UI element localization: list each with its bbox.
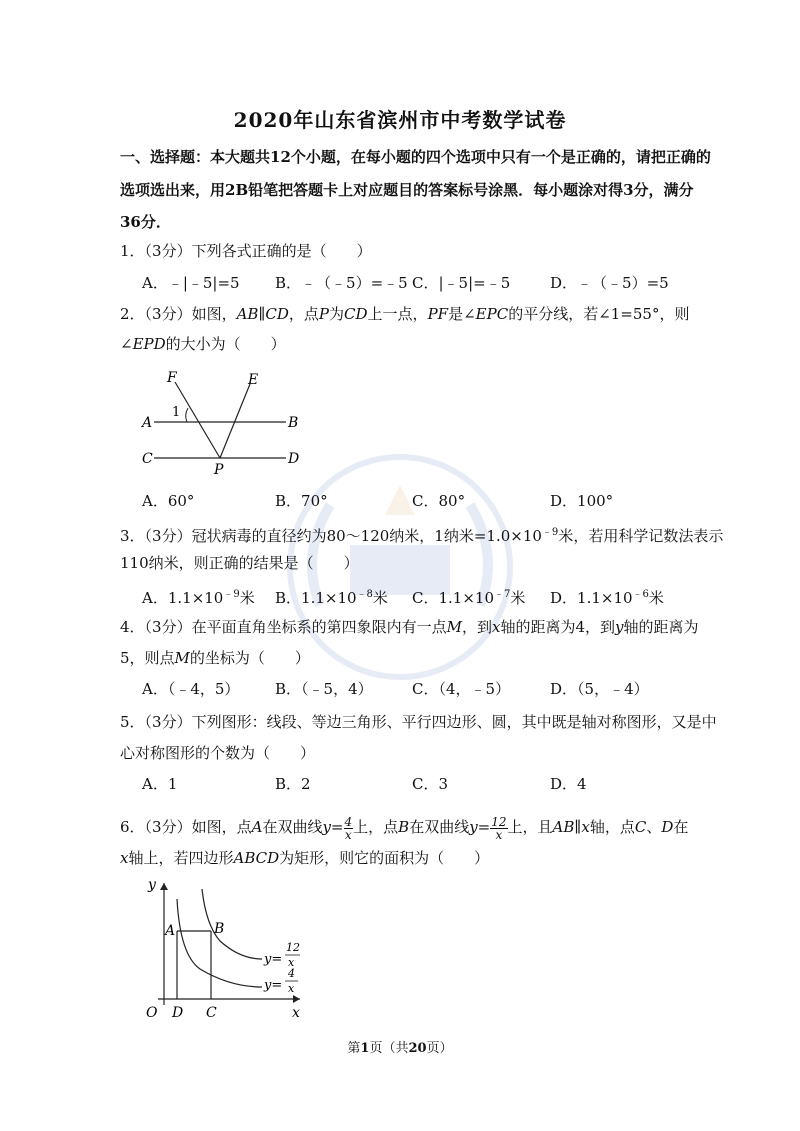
q2-option-c: C．80° [412,492,466,510]
ray-pf [175,382,220,458]
angle-1-arc [186,408,188,422]
q4-option-a: A．（﹣4，5） [142,680,240,698]
exam-title: 2020年山东省滨州市中考数学试卷 [233,108,567,132]
label-curve-12-num: 12 [286,941,300,954]
fraction-4-over-x: $\frac{4}{x}$ [344,814,353,842]
q4-option-c: C．（4，﹣5） [412,680,511,698]
curve-y-4-over-x [177,899,262,987]
q5-option-b: B．2 [275,775,311,793]
q1-option-d: D．﹣（﹣5）=5 [550,274,669,292]
label-y-axis: y [148,877,156,893]
q2-option-d: D．100° [550,492,614,510]
q2-option-b: B．70° [275,492,328,510]
q6-stem-line-2: x轴上，若四边形ABCD为矩形，则它的面积为（ ） [120,849,490,867]
q4-option-b: B．（﹣5，4） [275,680,373,698]
q1-option-c: C．|﹣5|=﹣5 [412,274,511,292]
label-curve-4-num: 4 [288,967,295,980]
section-instructions-line-3: 36分． [120,213,171,231]
label-b: B [214,921,225,937]
label-a: A [142,415,153,431]
q1-stem: 1．（3分）下列各式正确的是（ ） [120,242,372,260]
q3-option-a: A．$1.1\times 10^{﹣9}$米 [142,589,255,607]
q3-stem-line-1: 3．（3分）冠状病毒的直径约为80～120纳米，1纳米$=1.0\times 10^{﹣9}$米，若用科学记数法表示 [120,527,724,545]
label-f: F [167,370,177,386]
section-instructions-line-2: 选项选出来，用2B铅笔把答题卡上对应题目的答案标号涂黑．每小题涂对得3分，满分 [120,181,694,199]
label-p: P [214,462,224,478]
q5-option-d: D．4 [550,775,587,793]
label-origin: O [146,1005,158,1021]
label-d: D [172,1005,184,1021]
q3-option-c: C．$1.1\times 10^{﹣7}$米 [412,589,526,607]
ray-pe [220,384,250,458]
label-angle-1: 1 [172,405,181,420]
q5-stem-line-2: 心对称图形的个数为（ ） [120,744,316,762]
label-c: C [142,451,153,467]
q2-stem-line-2: ∠EPD的大小为（ ） [120,335,286,353]
label-curve-12-den: x [288,956,295,969]
q3-stem-line-2: 110纳米，则正确的结果是（ ） [120,554,359,572]
label-x-axis: x [292,1005,300,1021]
q5-option-a: A．1 [142,775,178,793]
q1-option-a: A．﹣|﹣5|=5 [142,274,240,292]
label-b: B [288,415,299,431]
page-footer: 第1页（共20页） [347,1041,453,1056]
q2-stem-line-1: 2．（3分）如图，AB∥CD，点P为CD上一点，PF是∠EPC的平分线，若∠1=55°，则 [120,305,690,323]
label-curve-4-den: x [288,982,295,995]
q4-stem-line-1: 4．（3分）在平面直角坐标系的第四象限内有一点M，到x轴的距离为4，到y轴的距离为 [120,618,699,636]
label-d: D [288,451,300,467]
section-instructions-line-1: 一、选择题：本大题共12个小题，在每小题的四个选项中只有一个是正确的，请把正确的 [120,148,711,166]
q2-option-a: A．60° [142,492,195,510]
label-curve-12-y: y= [264,952,283,967]
q4-option-d: D．（5，﹣4） [550,680,649,698]
q5-stem-line-1: 5．（3分）下列图形：线段、等边三角形、平行四边形、圆，其中既是轴对称图形，又是中 [120,713,717,731]
label-e: E [248,372,259,388]
q6-stem-line-1: 6．（3分）如图，点A在双曲线y= $\frac{4}{x}$ 上，点B在双曲线y= $\frac{12}{x}$ 上，且AB∥x轴，点C、D在 [120,814,689,842]
q1-option-b: B．﹣（﹣5）=﹣5 [275,274,408,292]
q6-figure-hyperbolas [140,875,320,1025]
q5-option-c: C．3 [412,775,449,793]
label-curve-4-y: y= [264,978,283,993]
label-c: C [206,1005,217,1021]
q3-option-b: B．$1.1\times 10^{﹣8}$米 [275,589,388,607]
fraction-12-over-x: $\frac{12}{x}$ [491,814,507,842]
q3-option-d: D．$1.1\times 10^{﹣6}$米 [550,589,664,607]
q2-figure-parallel-lines [138,368,308,480]
q4-stem-line-2: 5，则点M的坐标为（ ） [120,649,310,667]
label-a: A [165,923,176,939]
